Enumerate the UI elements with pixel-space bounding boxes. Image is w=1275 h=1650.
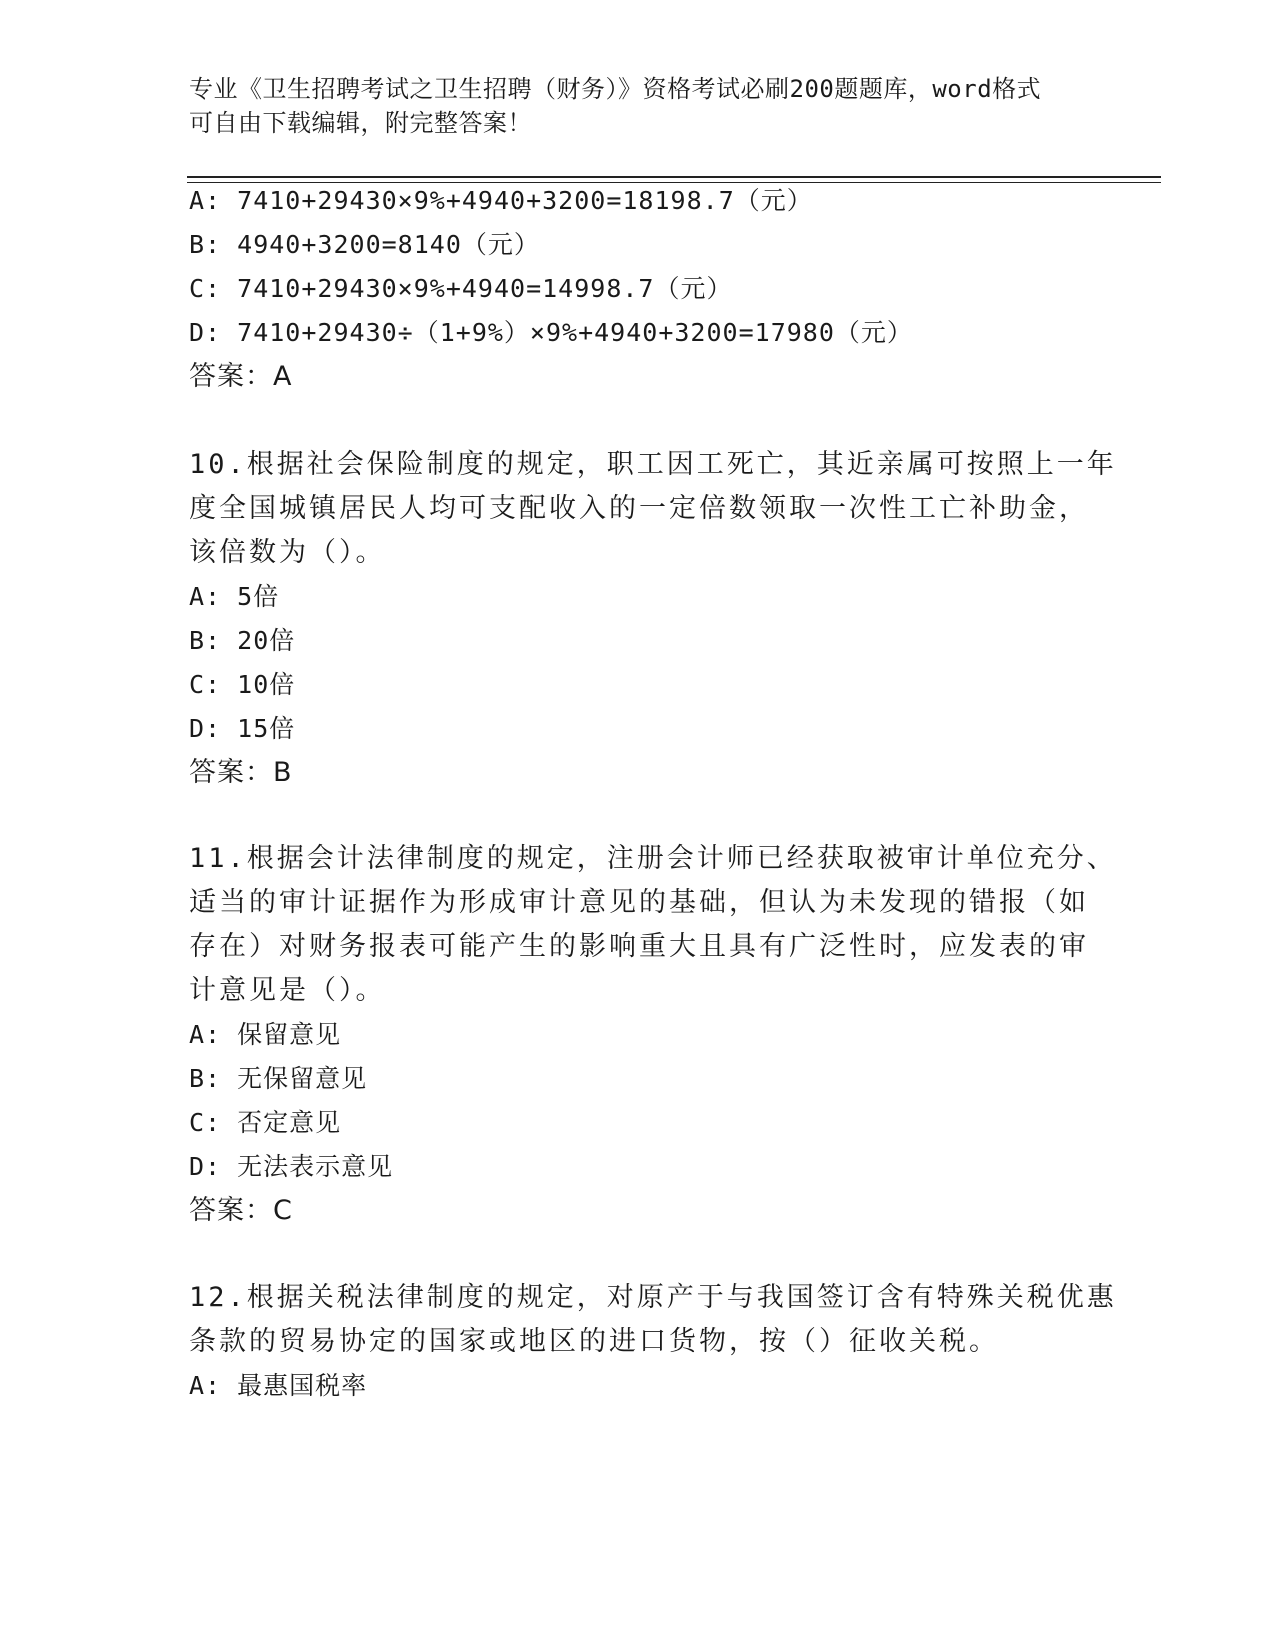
q10-option-a: A: 5倍 — [189, 582, 280, 611]
q10-stem-line-2: 度全国城镇居民人均可支配收入的一定倍数领取一次性工亡补助金， — [189, 493, 1089, 524]
header-divider-bottom — [187, 182, 1161, 183]
q11-stem-line-4: 计意见是（）。 — [189, 975, 386, 1006]
header-line-2: 可自由下载编辑，附完整答案！ — [189, 109, 532, 137]
q11-answer: 答案：C — [189, 1195, 293, 1226]
document-header — [189, 72, 1089, 140]
q11-option-d: D: 无法表示意见 — [189, 1152, 394, 1181]
q9-option-a: A: 7410+29430×9%+4940+3200=18198.7（元） — [189, 186, 813, 215]
header-line-1: 专业《卫生招聘考试之卫生招聘（财务）》资格考试必刷200题题库，word格式 — [189, 75, 1042, 103]
q12-stem-line-1: 12.根据关税法律制度的规定，对原产于与我国签订含有特殊关税优惠 — [189, 1282, 1117, 1313]
q11-stem-line-1: 11.根据会计法律制度的规定，注册会计师已经获取被审计单位充分、 — [189, 843, 1117, 874]
q12-stem-line-2: 条款的贸易协定的国家或地区的进口货物，按（）征收关税。 — [189, 1326, 999, 1357]
q9-option-b: B: 4940+3200=8140（元） — [189, 230, 540, 259]
q12-option-a: A: 最惠国税率 — [189, 1371, 368, 1400]
q10-answer: 答案：B — [189, 757, 293, 788]
q10-stem-line-3: 该倍数为（）。 — [189, 537, 386, 568]
q10-option-c: C: 10倍 — [189, 670, 296, 699]
q11-option-a: A: 保留意见 — [189, 1020, 342, 1049]
header-divider-top — [187, 176, 1161, 178]
q11-option-b: B: 无保留意见 — [189, 1064, 368, 1093]
q11-option-c: C: 否定意见 — [189, 1108, 342, 1137]
q11-stem-line-2: 适当的审计证据作为形成审计意见的基础，但认为未发现的错报（如 — [189, 887, 1089, 918]
q10-option-b: B: 20倍 — [189, 626, 296, 655]
q10-option-d: D: 15倍 — [189, 714, 296, 743]
q9-option-d: D: 7410+29430÷（1+9%）×9%+4940+3200=17980（元） — [189, 318, 913, 347]
q9-option-c: C: 7410+29430×9%+4940=14998.7（元） — [189, 274, 733, 303]
q11-stem-line-3: 存在）对财务报表可能产生的影响重大且具有广泛性时，应发表的审 — [189, 931, 1089, 962]
q10-stem-line-1: 10.根据社会保险制度的规定，职工因工死亡，其近亲属可按照上一年 — [189, 449, 1117, 480]
q9-answer: 答案：A — [189, 361, 293, 392]
